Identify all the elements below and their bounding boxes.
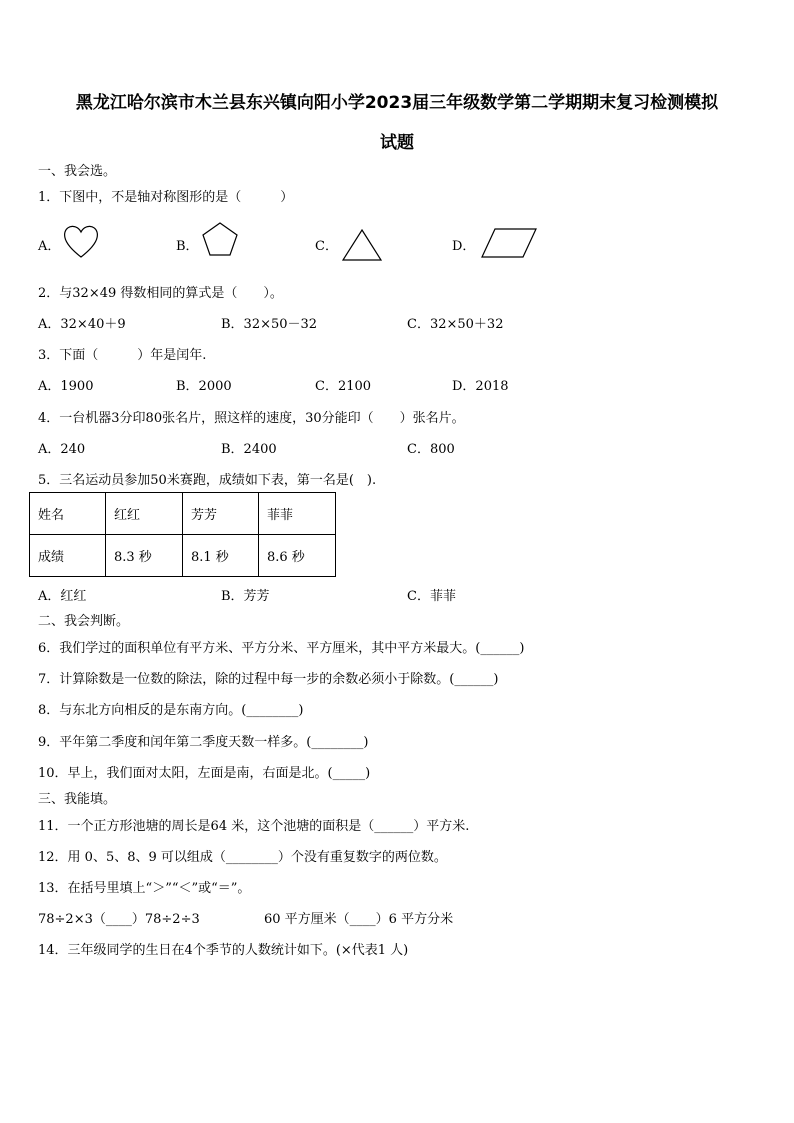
race-results-table [29, 492, 336, 577]
question-12: 12．用 0、5、8、9 可以组成（________）个没有重复数字的两位数。 [38, 850, 447, 865]
q5-option-a: A．红红 [38, 589, 87, 604]
section-judge-heading: 二、我会判断。 [38, 614, 130, 629]
table-row [30, 535, 336, 577]
q1-option-d-label: D． [452, 239, 476, 254]
pentagon-icon [201, 221, 239, 257]
q2-option-c: C．32×50＋32 [407, 317, 504, 332]
q3-option-d: D．2018 [452, 379, 509, 394]
q4-option-a: A．240 [38, 442, 86, 457]
question-3: 3．下面（ ）年是闰年. [38, 348, 207, 363]
q2-option-a: A．32×40＋9 [38, 317, 126, 332]
table-cell: 8.6 秒 [259, 535, 336, 577]
q4-option-c: C．800 [407, 442, 455, 457]
question-10: 10．早上，我们面对太阳，左面是南，右面是北。(_____) [38, 766, 371, 781]
question-1: 1．下图中，不是轴对称图形的是（ ） [38, 190, 294, 205]
question-14: 14．三年级同学的生日在4个季节的人数统计如下。(×代表1 人) [38, 943, 409, 958]
question-11: 11．一个正方形池塘的周长是64 米，这个池塘的面积是（______）平方米. [38, 819, 470, 834]
q13-compare-right: 60 平方厘米（____）6 平方分米 [264, 912, 454, 927]
q2-option-b: B．32×50－32 [221, 317, 318, 332]
table-cell: 菲菲 [259, 493, 336, 535]
q5-option-b: B．芳芳 [221, 589, 270, 604]
question-7: 7．计算除数是一位数的除法，除的过程中每一步的余数必须小于除数。(______) [38, 672, 499, 687]
question-8: 8．与东北方向相反的是东南方向。(________) [38, 703, 304, 718]
question-9: 9．平年第二季度和闰年第二季度天数一样多。(________) [38, 735, 369, 750]
table-cell: 芳芳 [183, 493, 259, 535]
section-fill-heading: 三、我能填。 [38, 792, 117, 807]
question-13: 13．在括号里填上“＞”“＜”或“＝”。 [38, 881, 251, 896]
question-6: 6．我们学过的面积单位有平方米、平方分米、平方厘米，其中平方米最大。(______) [38, 641, 525, 656]
table-cell: 8.1 秒 [183, 535, 259, 577]
table-cell: 8.3 秒 [106, 535, 183, 577]
heart-icon [62, 222, 100, 260]
q4-option-b: B．2400 [221, 442, 277, 457]
exam-title-line1: 黑龙江哈尔滨市木兰县东兴镇向阳小学2023届三年级数学第二学期期末复习检测模拟 [75, 93, 719, 113]
q3-option-a: A．1900 [38, 379, 94, 394]
parallelogram-icon [480, 227, 538, 259]
table-cell: 成绩 [30, 535, 106, 577]
question-5: 5．三名运动员参加50米赛跑，成绩如下表，第一名是( ). [38, 473, 377, 488]
section-choice-heading: 一、我会选。 [38, 164, 117, 179]
question-2: 2．与32×49 得数相同的算式是（ ）。 [38, 286, 283, 301]
table-cell: 红红 [106, 493, 183, 535]
question-4: 4．一台机器3分印80张名片，照这样的速度，30分能印（ ）张名片。 [38, 411, 465, 426]
q3-option-c: C．2100 [315, 379, 372, 394]
q13-compare-left: 78÷2×3（____）78÷2÷3 [38, 912, 200, 927]
q1-option-b-label: B． [176, 239, 199, 254]
table-cell: 姓名 [30, 493, 106, 535]
q1-option-c-label: C． [315, 239, 338, 254]
q3-option-b: B．2000 [176, 379, 232, 394]
q1-option-a-label: A． [38, 239, 61, 254]
q5-option-c: C．菲菲 [407, 589, 456, 604]
exam-title-line2: 试题 [380, 133, 414, 153]
triangle-icon [341, 228, 383, 262]
table-row [30, 493, 336, 535]
